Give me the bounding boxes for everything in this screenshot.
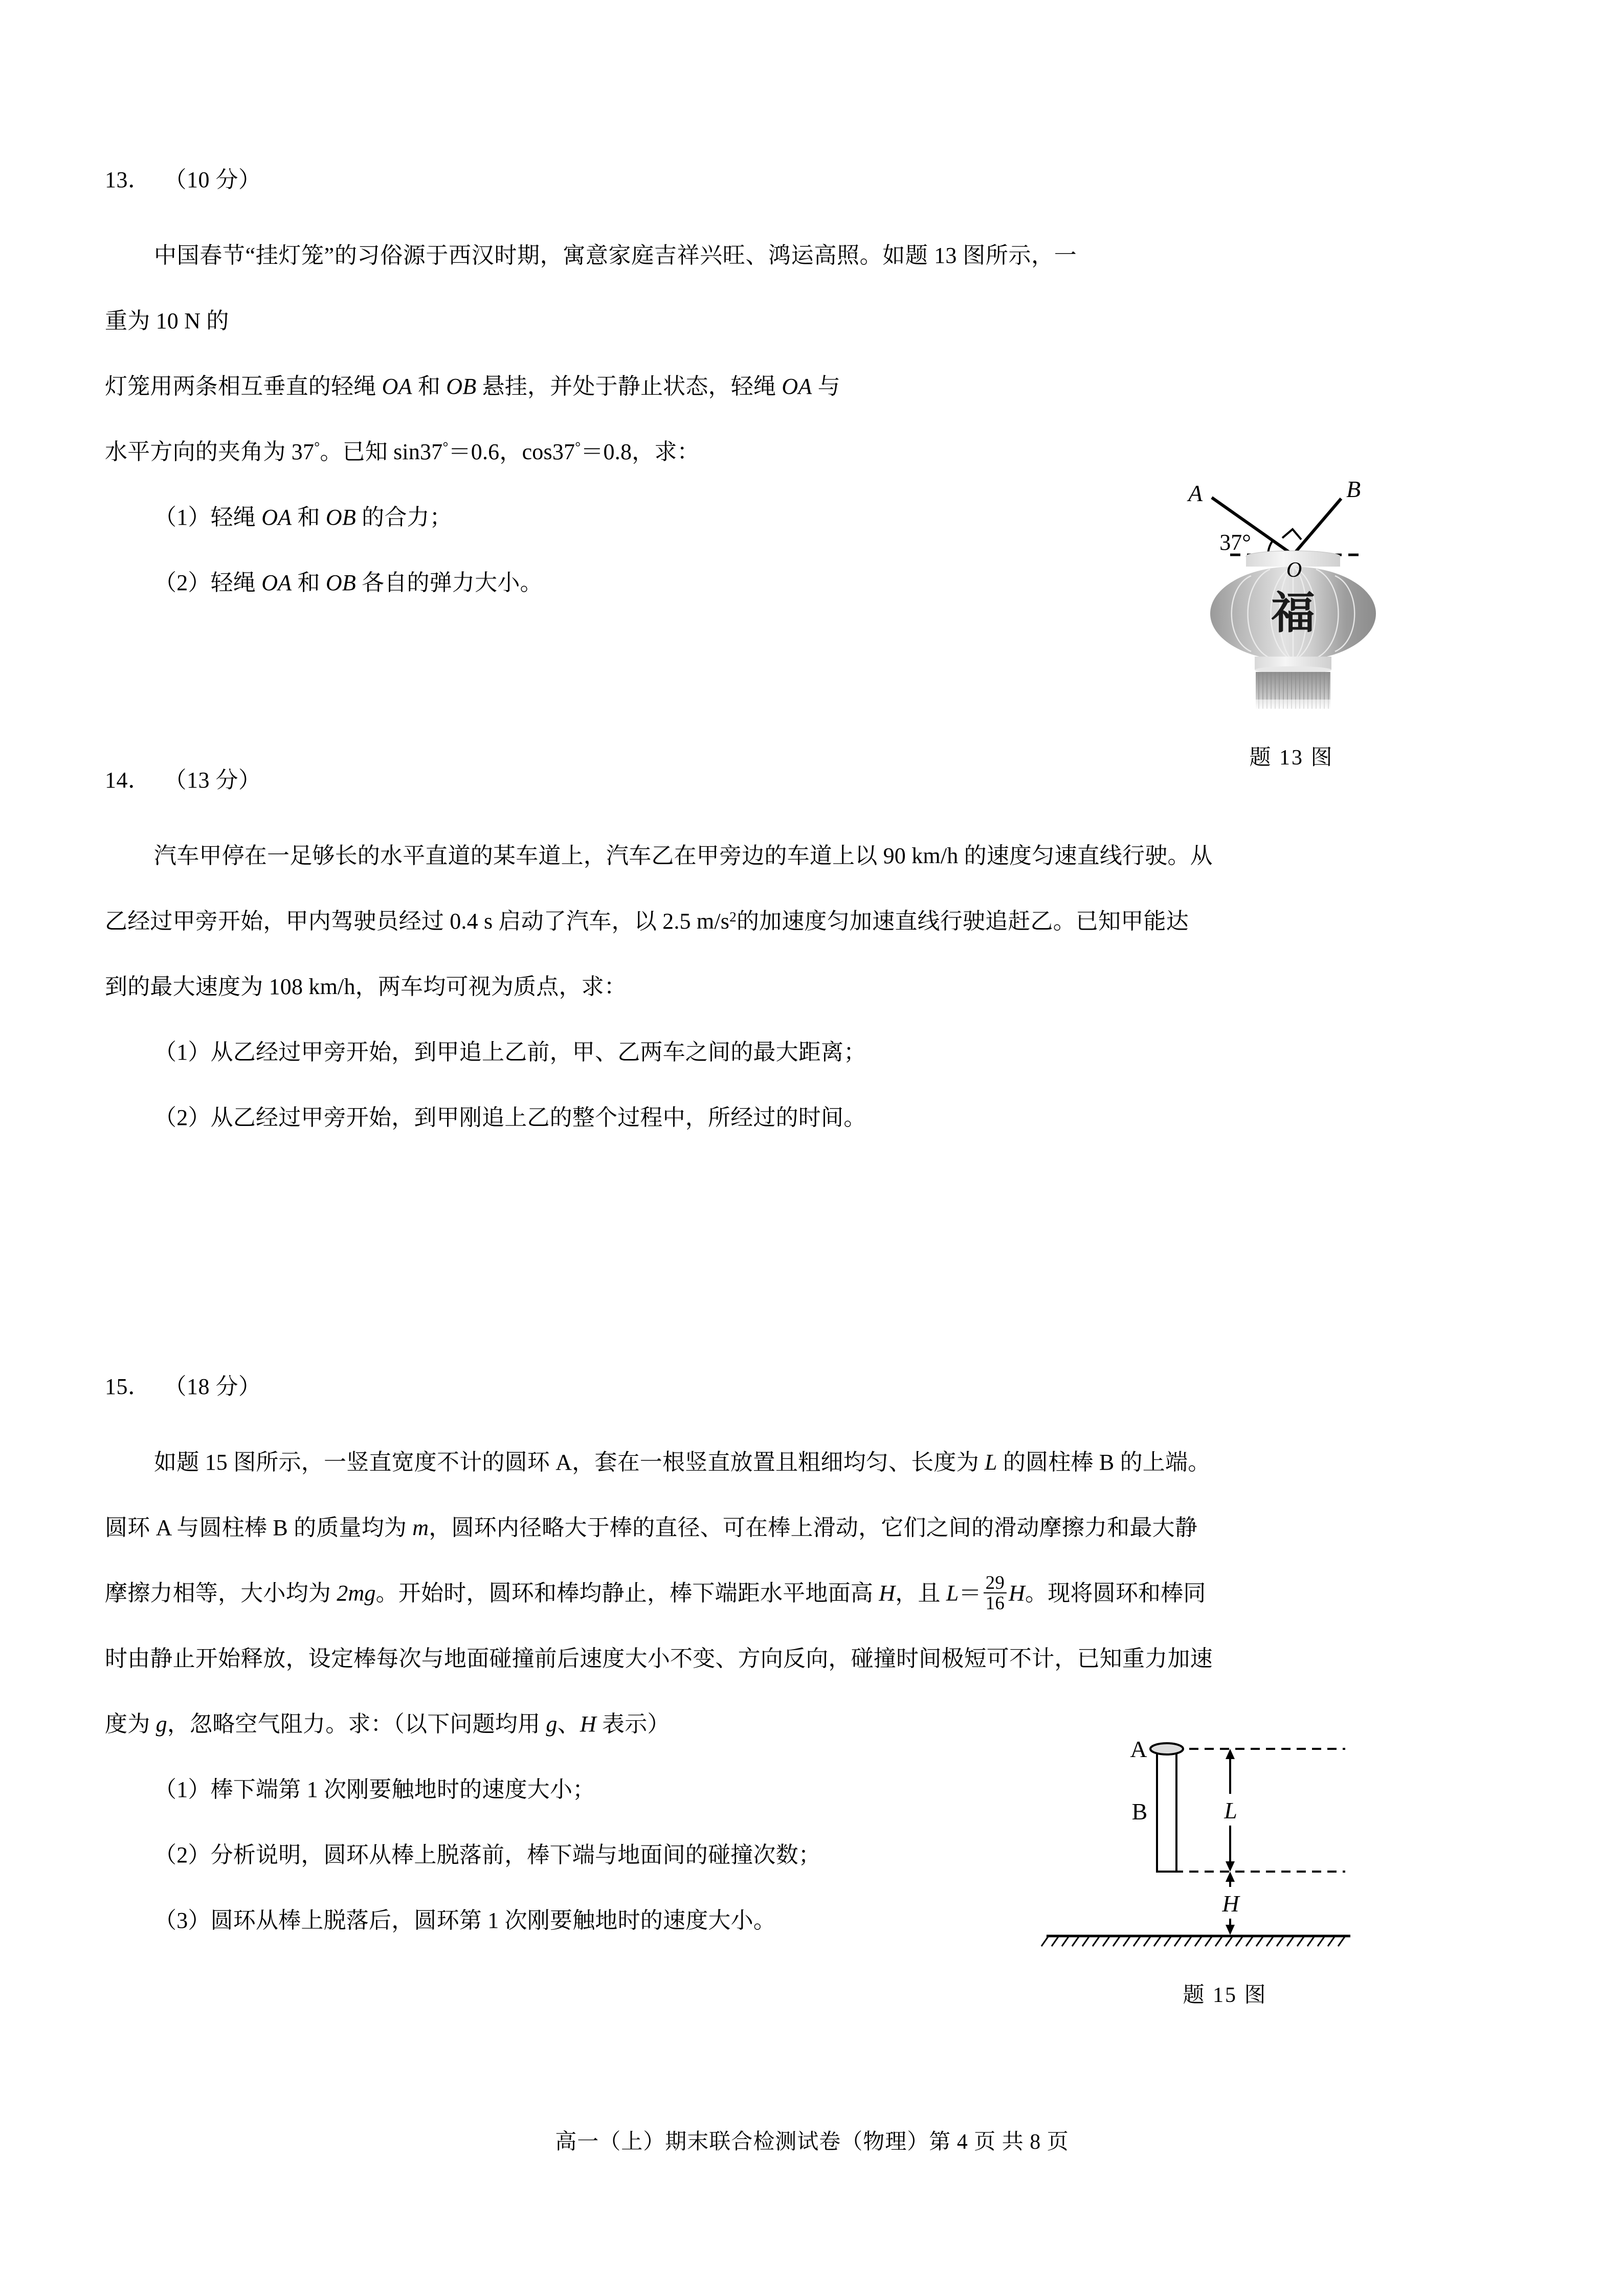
degree-symbol-1: ° bbox=[314, 439, 320, 455]
q15-line5-b: ，忽略空气阻力。求：（以下问题均用 bbox=[167, 1712, 546, 1737]
label-o: O bbox=[1286, 558, 1302, 582]
q13-sub1-ob: OB bbox=[325, 505, 356, 530]
question-14-line-1 bbox=[105, 823, 1532, 889]
question-15-line-1 bbox=[105, 1430, 1532, 1495]
page-content bbox=[105, 0, 1532, 1953]
q13-sub1-oa: OA bbox=[261, 505, 292, 530]
rod-diagram bbox=[1023, 1738, 1427, 1978]
fraction-denominator: 16 bbox=[984, 1592, 1007, 1613]
question-15-line-2 bbox=[105, 1495, 1532, 1561]
question-15-points: （18 分） bbox=[164, 1374, 261, 1399]
q15-sub3-text: （3）圆环从棒上脱落后，圆环第 1 次刚要触地时的速度大小。 bbox=[154, 1908, 776, 1933]
q13-sub2-b: 和 bbox=[292, 570, 326, 595]
q15-line2-b: ，圆环内径略大于棒的直径、可在棒上滑动，它们之间的滑动摩擦力和最大静 bbox=[429, 1515, 1198, 1540]
question-14-body bbox=[105, 823, 1532, 1151]
q15-line2-a: 圆环 A 与圆柱棒 B 的质量均为 bbox=[105, 1515, 413, 1540]
fraction-numerator: 29 bbox=[985, 1571, 1005, 1593]
rope-oa-label-2: OA bbox=[782, 374, 812, 399]
q15-line1-b: 的圆柱棒 B 的上端。 bbox=[997, 1450, 1211, 1475]
label-ring-a: A bbox=[1130, 1738, 1147, 1762]
equals-sign: ＝ bbox=[959, 1581, 982, 1606]
degree-symbol-2: ° bbox=[442, 439, 449, 455]
dimension-l-label: L bbox=[1224, 1797, 1237, 1824]
q15-line3-c: ，且 bbox=[895, 1581, 946, 1606]
figure-13-lantern bbox=[1159, 475, 1425, 771]
q15-line5-a: 度为 bbox=[105, 1712, 156, 1737]
label-angle-37: 37° bbox=[1219, 530, 1251, 555]
q14-sub2-text: （2）从乙经过甲旁开始，到甲刚追上乙的整个过程中，所经过的时间。 bbox=[154, 1105, 866, 1130]
exponent-2: 2 bbox=[729, 909, 737, 925]
mass-symbol: m bbox=[412, 1515, 429, 1540]
q15-line3-d: 。现将圆环和棒同 bbox=[1025, 1581, 1206, 1606]
q13-sub2-a: （2）轻绳 bbox=[154, 570, 262, 595]
question-15-line-3 bbox=[105, 1561, 1532, 1626]
friction-force-symbol: 2mg bbox=[337, 1581, 376, 1606]
lantern-fu-character: 福 bbox=[1271, 589, 1315, 638]
figure-15-caption: 题 15 图 bbox=[1183, 1984, 1267, 2007]
question-13-points: （10 分） bbox=[164, 167, 261, 192]
degree-symbol-3: ° bbox=[575, 439, 581, 455]
question-13-sub-2 bbox=[105, 550, 1077, 616]
question-13-header bbox=[105, 169, 1532, 191]
figure-15-rod bbox=[1023, 1738, 1427, 2024]
question-15-number: 15． bbox=[105, 1374, 151, 1399]
q15-line4-text: 时由静止开始释放，设定棒每次与地面碰撞前后速度大小不变、方向反向，碰撞时间极短可不计，已知重力加速 bbox=[105, 1646, 1213, 1671]
q15-sub1-text: （1）棒下端第 1 次刚要触地时的速度大小； bbox=[154, 1777, 595, 1802]
q15-line3-b: 。开始时，圆环和棒均静止，棒下端距水平地面高 bbox=[375, 1581, 879, 1606]
length-symbol-2: L bbox=[946, 1581, 959, 1606]
q14-sub1-text: （1）从乙经过甲旁开始，到甲追上乙前，甲、乙两车之间的最大距离； bbox=[154, 1040, 866, 1065]
q13-line2-d: 与 bbox=[812, 374, 840, 399]
question-14-points: （13 分） bbox=[164, 768, 261, 793]
q14-line3-text: 到的最大速度为 108 km/h，两车均可视为质点，求： bbox=[105, 974, 627, 999]
gravity-symbol-2: g bbox=[546, 1712, 558, 1737]
q14-line2-b: 的加速度匀加速直线行驶追赶乙。已知甲能达 bbox=[736, 909, 1189, 934]
dimension-h-label: H bbox=[1222, 1890, 1239, 1917]
height-symbol-3: H bbox=[580, 1712, 596, 1737]
q13-sub1-b: 和 bbox=[292, 505, 326, 530]
q14-line1-text: 汽车甲停在一足够长的水平直道的某车道上，汽车乙在甲旁边的车道上以 90 km/h 的速度匀速直线行驶。从 bbox=[154, 843, 1213, 868]
question-14-sub-2 bbox=[105, 1085, 1532, 1151]
q13-line3-c: ＝0.6，cos37 bbox=[448, 439, 575, 464]
question-14-sub-1 bbox=[105, 1020, 1532, 1085]
rope-oa-label: OA bbox=[382, 374, 412, 399]
q15-line5-c: 、 bbox=[557, 1712, 580, 1737]
question-15-header bbox=[105, 1376, 1532, 1398]
question-13 bbox=[105, 167, 1532, 770]
label-rod-b: B bbox=[1131, 1798, 1148, 1825]
lantern-diagram bbox=[1159, 475, 1425, 740]
question-14-number: 14． bbox=[105, 768, 151, 793]
question-13-line-3 bbox=[105, 419, 1077, 485]
label-a: A bbox=[1188, 480, 1203, 506]
q13-line2-a: 灯笼用两条相互垂直的轻绳 bbox=[105, 374, 382, 399]
question-14-line-3 bbox=[105, 954, 1532, 1020]
rod-b bbox=[1157, 1749, 1176, 1872]
page-footer: 高一（上）期末联合检测试卷（物理）第 4 页 共 8 页 bbox=[555, 2130, 1069, 2154]
rope-ob-label: OB bbox=[446, 374, 477, 399]
q13-line1-text: 中国春节“挂灯笼”的习俗源于西汉时期，寓意家庭吉祥兴旺、鸿运高照。如题 13 图所示，一重为 10 N 的 bbox=[105, 243, 1077, 333]
question-14 bbox=[105, 769, 1532, 1151]
rod-length-symbol: L bbox=[984, 1450, 997, 1475]
ring-a bbox=[1150, 1743, 1183, 1754]
label-b: B bbox=[1346, 476, 1361, 502]
q13-sub1-c: 的合力； bbox=[355, 505, 452, 530]
q13-line2-b: 和 bbox=[412, 374, 447, 399]
lantern-tassel bbox=[1256, 672, 1330, 711]
q13-sub1-a: （1）轻绳 bbox=[154, 505, 262, 530]
right-angle-marker bbox=[1282, 529, 1301, 539]
question-13-number: 13． bbox=[105, 167, 151, 192]
q13-sub2-ob: OB bbox=[325, 570, 356, 595]
question-13-sub-1 bbox=[105, 485, 1077, 550]
q15-line5-d: 表示） bbox=[596, 1712, 670, 1737]
question-13-line-1 bbox=[105, 223, 1077, 354]
q15-line1-a: 如题 15 图所示，一竖直宽度不计的圆环 A，套在一根竖直放置且粗细均匀、长度为 bbox=[154, 1450, 985, 1475]
q13-line2-c: 悬挂，并处于静止状态，轻绳 bbox=[476, 374, 782, 399]
q14-line2-a: 乙经过甲旁开始，甲内驾驶员经过 0.4 s 启动了汽车，以 2.5 m/s bbox=[105, 909, 730, 934]
question-13-body bbox=[105, 223, 1077, 616]
q13-line3-b: 。已知 sin37 bbox=[320, 439, 443, 464]
height-symbol-1: H bbox=[879, 1581, 896, 1606]
q15-line3-a: 摩擦力相等，大小均为 bbox=[105, 1581, 337, 1606]
question-14-line-2 bbox=[105, 889, 1532, 954]
rope-ob-line bbox=[1293, 499, 1341, 555]
question-13-line-2 bbox=[105, 354, 1077, 419]
q13-line3-a: 水平方向的夹角为 37 bbox=[105, 439, 315, 464]
fraction-29-16 bbox=[984, 1573, 1007, 1613]
question-14-header bbox=[105, 769, 1532, 792]
height-symbol-2: H bbox=[1009, 1581, 1026, 1606]
q13-sub2-c: 各自的弹力大小。 bbox=[355, 570, 543, 595]
gravity-symbol-1: g bbox=[155, 1712, 167, 1737]
question-15-line-4 bbox=[105, 1626, 1532, 1692]
figure-13-caption: 题 13 图 bbox=[1249, 746, 1334, 770]
q15-sub2-text: （2）分析说明，圆环从棒上脱落前，棒下端与地面间的碰撞次数； bbox=[154, 1842, 821, 1867]
q13-sub2-oa: OA bbox=[261, 570, 292, 595]
q13-line3-d: ＝0.8，求： bbox=[581, 439, 700, 464]
ground-hatching bbox=[1041, 1936, 1345, 1946]
